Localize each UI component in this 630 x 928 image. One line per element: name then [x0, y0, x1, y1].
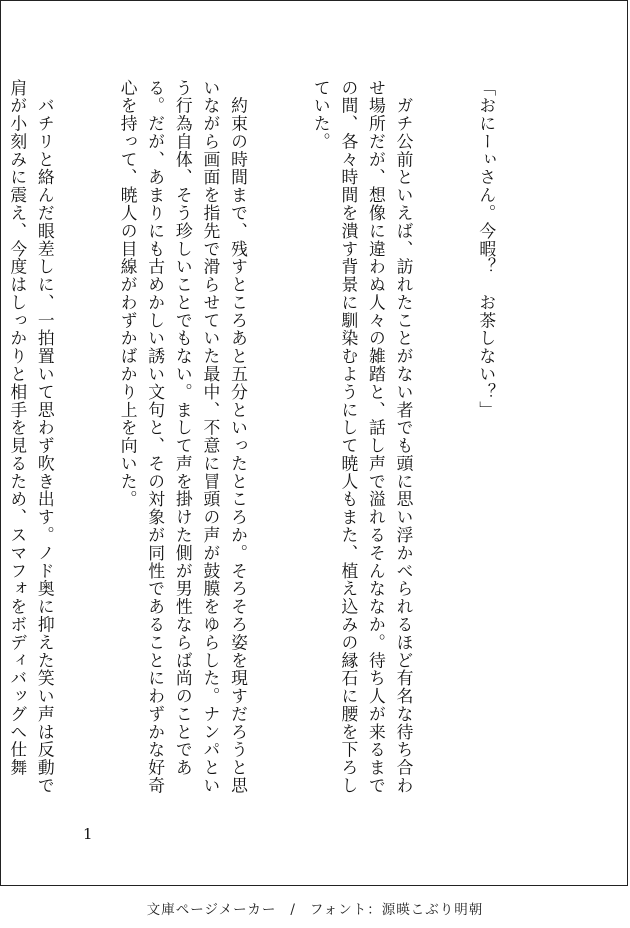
vertical-text-body	[7, 79, 555, 799]
page-number: 1	[83, 825, 93, 843]
paragraph-4: バチリと絡んだ眼差しに、一拍置いて思わず吹き出す。ノド奥に抑えた笑い声は反動で肩が小刻みに震え、今度はしっかりと相手を見るため、スマフォをボディバッグへ仕舞	[7, 79, 56, 795]
footer-maker-label: 文庫ページメーカー	[146, 902, 277, 918]
footer-separator: /	[290, 902, 296, 918]
footer-font-credit: フォント：源暎こぶり明朝	[309, 902, 484, 918]
footer-credit	[0, 898, 630, 918]
paragraph-2: ガチ公前といえば、訪れたことがない者でも頭に思い浮かべられるほど有名な待ち合わせ場所だが、想像に違わぬ人々の雑踏と、話し声で溢れるそんななか。待ち人が来るまでの間、各々時間を潰す背景に馴染むようにして暁人もまた、植え込みの縁石に腰を下ろしていた。	[311, 79, 415, 795]
paragraph-3: 約束の時間まで、残すところあと五分といったところか。そろそろ姿を現すだろうと思いながら画面を指先で滑らせていた最中、不意に冒頭の声が鼓膜をゆらした。ナンパという行為自体、そう珍しいことでもない。まして声を掛けた側が男性ならば尚のことである。だが、あまりにも古めかしい誘い文句と、その対象が同性であることにわずかな好奇心を持って、暁人の目線がわずかばかり上を向いた。	[118, 79, 249, 795]
paragraph-1: 「おにーぃさん。今暇？ お茶しない？」	[476, 79, 497, 419]
